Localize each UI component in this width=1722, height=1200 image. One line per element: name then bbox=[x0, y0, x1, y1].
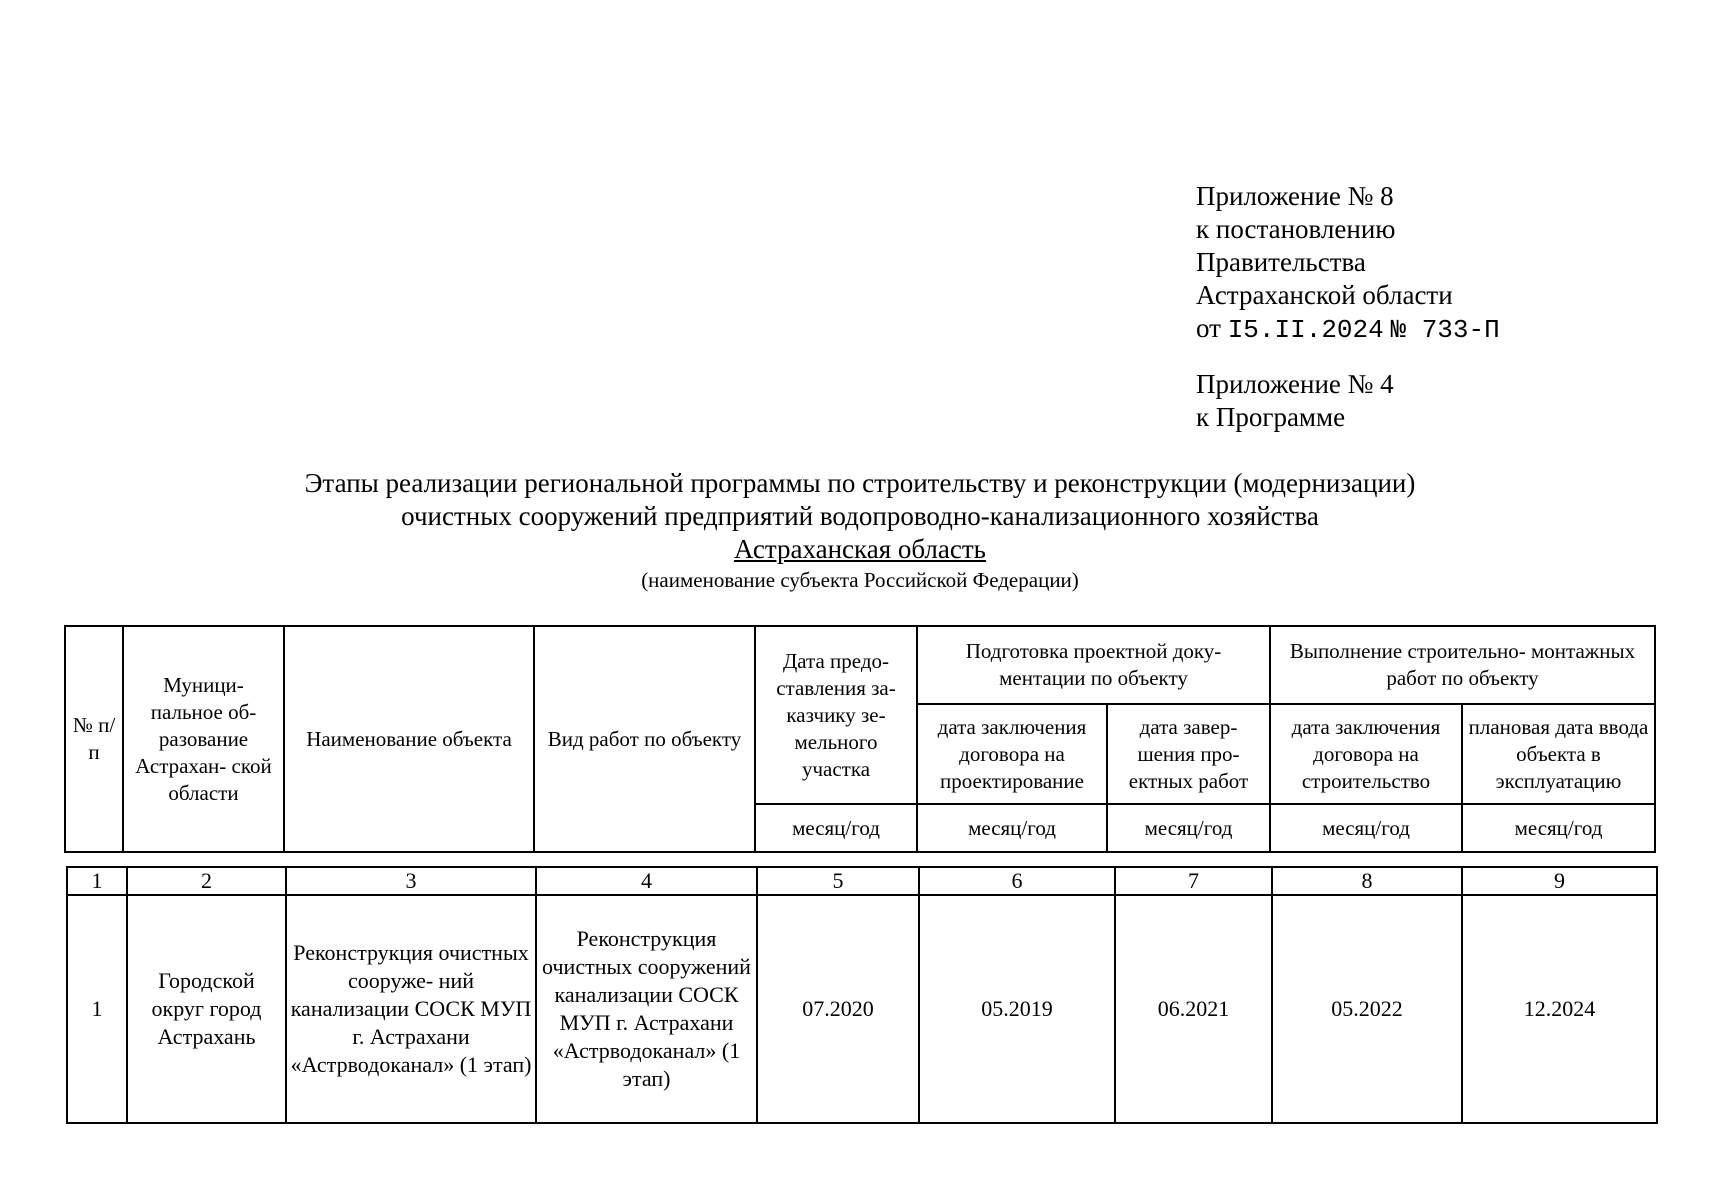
column-number: 4 bbox=[536, 867, 757, 895]
cell-object-name: Реконструкция очистных сооруже- ний канализации СОСК МУП г. Астрахани «Астрводоканал» (1 этап) bbox=[286, 895, 536, 1123]
header-municipality: Муници- пальное об- разование Астрахан- ской области bbox=[123, 626, 284, 852]
column-number: 5 bbox=[757, 867, 919, 895]
cell-municipality: Городской округ город Астрахань bbox=[127, 895, 286, 1123]
appendix-8-line: к постановлению bbox=[1196, 214, 1396, 244]
cell-num: 1 bbox=[67, 895, 127, 1123]
region-name: Астраханская область bbox=[734, 534, 986, 564]
unit-cell: месяц/год bbox=[1270, 804, 1462, 852]
resolution-date: I5.II.2024 bbox=[1227, 315, 1384, 345]
unit-cell: месяц/год bbox=[1462, 804, 1655, 852]
column-number: 1 bbox=[67, 867, 127, 895]
appendix-8-line: Приложение № 8 bbox=[1196, 181, 1394, 211]
cell-work-type: Реконструкция очистных сооружений канализации СОСК МУП г. Астрахани «Астрводоканал» (1 этап) bbox=[536, 895, 757, 1123]
unit-cell: месяц/год bbox=[1107, 804, 1270, 852]
appendix-4-line: к Программе bbox=[1196, 402, 1346, 432]
stages-table-body bbox=[66, 866, 1658, 1124]
appendix-4-block bbox=[1196, 368, 1616, 434]
header-construction-group: Выполнение строительно- монтажных работ по объекту bbox=[1270, 626, 1655, 704]
header-land-date: Дата предо- ставления за- казчику зе- мельного участка bbox=[755, 626, 917, 804]
column-number: 6 bbox=[919, 867, 1115, 895]
column-number: 3 bbox=[286, 867, 536, 895]
cell-construction-contract: 05.2022 bbox=[1272, 895, 1462, 1123]
cell-commissioning: 12.2024 bbox=[1462, 895, 1657, 1123]
column-number: 2 bbox=[127, 867, 286, 895]
cell-land-date: 07.2020 bbox=[757, 895, 919, 1123]
header-work-type: Вид работ по объекту bbox=[534, 626, 755, 852]
resolution-number: № 733-П bbox=[1390, 315, 1500, 345]
header-commissioning: плановая дата ввода объекта в эксплуатацию bbox=[1462, 704, 1655, 804]
header-design-complete: дата завер- шения про- ектных работ bbox=[1107, 704, 1270, 804]
appendix-4-line: Приложение № 4 bbox=[1196, 369, 1394, 399]
title-line: очистных сооружений предприятий водопроводно-канализационного хозяйства bbox=[401, 501, 1319, 531]
appendix-8-block bbox=[1196, 180, 1616, 347]
stages-table-header bbox=[64, 625, 1656, 853]
table-row bbox=[67, 895, 1657, 1123]
unit-cell: месяц/год bbox=[917, 804, 1107, 852]
header-num: № п/п bbox=[65, 626, 123, 852]
column-number: 8 bbox=[1272, 867, 1462, 895]
date-prefix: от bbox=[1196, 313, 1221, 343]
appendix-8-line: Астраханской области bbox=[1196, 280, 1453, 310]
region-caption: (наименование субъекта Российской Федерации) bbox=[641, 568, 1079, 592]
header-object-name: Наименование объекта bbox=[284, 626, 534, 852]
title-line: Этапы реализации региональной программы по строительству и реконструкции (модернизации) bbox=[304, 468, 1416, 498]
resolution-date-line bbox=[1196, 312, 1616, 347]
cell-design-contract: 05.2019 bbox=[919, 895, 1115, 1123]
header-design-group: Подготовка проектной доку- ментации по объекту bbox=[917, 626, 1270, 704]
header-design-contract: дата заключения договора на проектирование bbox=[917, 704, 1107, 804]
unit-cell: месяц/год bbox=[755, 804, 917, 852]
header-construction-contract: дата заключения договора на строительство bbox=[1270, 704, 1462, 804]
document-title bbox=[160, 467, 1560, 594]
column-number: 7 bbox=[1115, 867, 1272, 895]
column-number-row bbox=[67, 867, 1657, 895]
column-number: 9 bbox=[1462, 867, 1657, 895]
cell-design-complete: 06.2021 bbox=[1115, 895, 1272, 1123]
appendix-8-line: Правительства bbox=[1196, 247, 1366, 277]
